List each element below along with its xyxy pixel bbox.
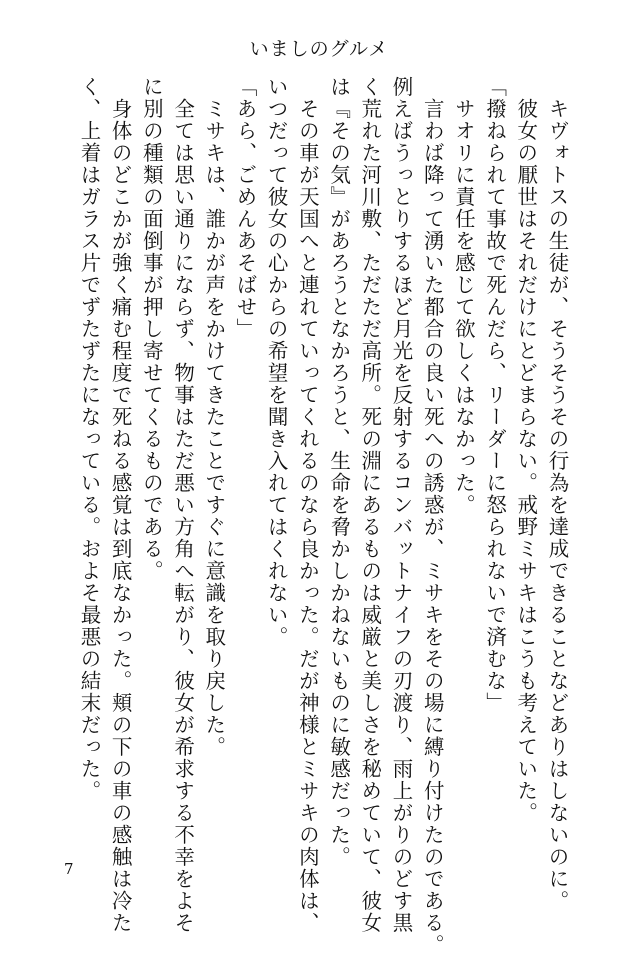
body-text [76,76,572,956]
text-line: 「あら、ごめんあそばせ」 [232,76,257,340]
text-line: その車が天国へと連れていってくれるのなら良かった。だが神様とミサキの肉体は、 [295,76,320,934]
text-line: は『その気』があろうとなかろうと、生命を脅かしかねないものに敏感だった。 [326,76,351,868]
text-line: 例えばうっとりするほど月光を反射するコンバットナイフの刃渡り、雨上がりのどす黒 [388,76,413,934]
text-line: ミサキは、誰かが声をかけてきたことですぐに意識を取り戻した。 [201,76,226,758]
text-line: 「撥ねられて事故で死んだら、リーダーに怒られないで済むな」 [482,76,507,714]
running-title: いましのグルメ [249,38,389,60]
page-number: 7 [64,860,74,878]
text-line: く、上着はガラス片でずたずたになっている。およそ最悪の結末だった。 [76,76,101,802]
text-line: 彼女の厭世はそれだけにとどまらない。戒野ミサキはこうも考えていた。 [513,76,538,824]
text-line: 全ては思い通りにならず、物事はただ悪い方角へ転がり、彼女が希求する不幸をよそ [170,76,195,934]
text-line: いつだって彼女の心からの希望を聞き入れてはくれない。 [264,76,289,648]
text-line: 言わば降って湧いた都合の良い死への誘惑が、ミサキをその場に縛り付けたのである。 [420,76,445,956]
text-line: キヴォトスの生徒が、そうそうその行為を達成できることなどありはしないのに。 [545,76,569,912]
text-line: に別の種類の面倒事が押し寄せてくるものである。 [139,76,164,582]
text-line: 身体のどこかが強く痛む程度で死ねる感覚は到底なかった。頬の下の車の感触は冷た [108,76,133,934]
text-line: く荒れた河川敷、ただただ高所。死の淵にあるものは威厳と美しさを秘めていて、彼女 [357,76,382,934]
text-line: サオリに責任を感じて欲しくはなかった。 [451,76,476,516]
